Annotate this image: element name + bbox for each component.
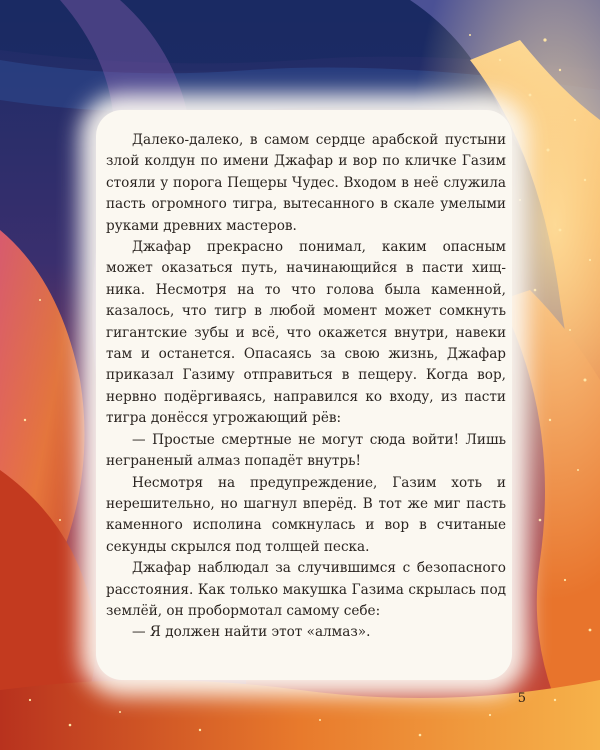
- story-text: [106, 130, 506, 644]
- paragraph-3: — Простые смертные не могут сюда войти! Лишь неграненый алмаз попадёт внутрь!: [106, 431, 506, 470]
- paragraph-2: Джафар прекрасно понимал, каким опасным может оказаться путь, начинающийся в пасти хищника. Несмотря на то что голова была каменной, казалось, что тигр в любой момент может сомкнуть гигантские зубы и всё, что окажется внутри, навеки там и останется. Опасаясь за свою жизнь, Джафар приказал Газиму отправиться в пещеру. Когда вор, нервно подёргиваясь, направился ко входу, из пасти тигра донёсся угрожающий рёв:: [106, 239, 506, 427]
- paragraph-4: Несмотря на предупреждение, Газим хоть и нерешительно, но шагнул вперёд. В тот же миг пасть каменного исполина сомкнулась и вор в считаные секунды скрылся под толщей песка.: [106, 474, 506, 555]
- paragraph-1: Далеко-далеко, в самом сердце арабской пустыни злой колдун по имени Джафар и вор по кличке Газим стояли у порога Пещеры Чудес. Входом в неё служила пасть огромного тигра, вытесанного в скале умелыми руками древних мастеров.: [106, 132, 506, 234]
- paragraph-5: Джафар наблюдал за случившимся с безопасного расстояния. Как только макушка Газима скрылась под землёй, он пробормотал самому себе:: [106, 560, 506, 619]
- paragraph-6: — Я должен найти этот «алмаз».: [132, 624, 371, 641]
- page-number: 5: [517, 691, 526, 706]
